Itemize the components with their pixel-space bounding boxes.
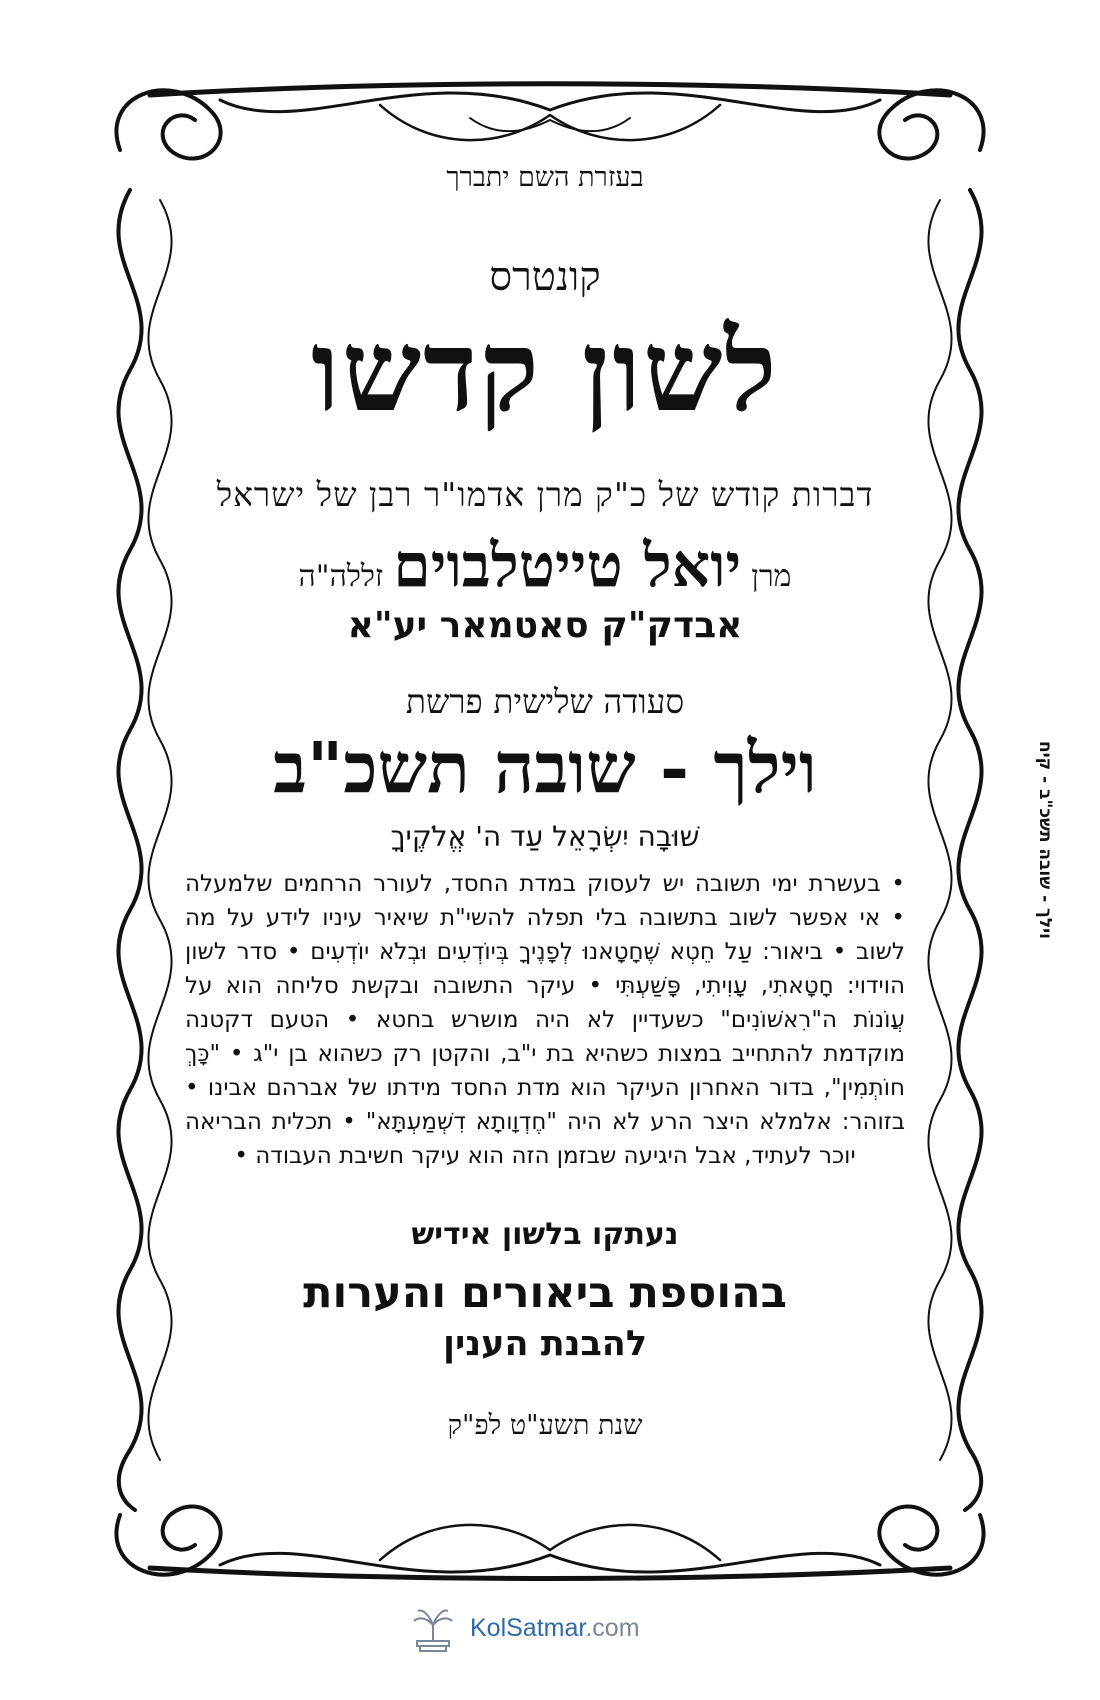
logo-brand: KolSatmar <box>470 1613 586 1642</box>
summary-block <box>185 867 905 1173</box>
logo-text <box>470 1614 640 1643</box>
palm-tree-books-icon <box>408 1603 458 1653</box>
summary-line: לשוב • ביאור: עַל חֵטְא שֶׁחָטָאנוּ לְפָנֶיךָ בְּיוֹדְעִים וּבְלֹא יוֹדְעִים • סדר לשון <box>185 938 905 965</box>
summary-line: הוידוי: חָטָאתִי, עָוִיתִי, פָּשַׁעְתִּי • עיקר התשובה ובקשת סליחה הוא על <box>185 972 905 999</box>
kuntres-label: קונטרס <box>489 254 601 300</box>
summary-line: • אי אפשר לשוב בתשובה בלי תפלה להשי"ת שיאיר עיניו לידע על מה <box>185 904 905 931</box>
kolsatmar-logo[interactable] <box>408 1600 688 1656</box>
additions-line: בהוספת ביאורים והערות <box>303 1267 787 1318</box>
summary-line: חוֹתְמִין", בדור האחרון העיקר הוא מדת החסד מידתו של אברהם אבינו • <box>185 1074 905 1101</box>
understanding-line: להבנת הענין <box>442 1323 648 1364</box>
author-line <box>175 531 915 601</box>
summary-line: יוכר לעתיד, אבל היגיעה שבזמן הזה הוא עיקר חשיבת העבודה • <box>234 1142 856 1169</box>
parsha-title: וילך - שובה תשכ"ב <box>273 725 817 809</box>
title-page-content <box>175 150 915 1490</box>
subtitle: דברות קודש של כ"ק מרן אדמו"ר רבן של ישראל <box>216 474 874 514</box>
summary-line: בזוהר: אלמלא היצר הרע לא היה "חֶדְוָותָא דִשְׁמַעְתָּא" • תכלית הבריאה <box>185 1108 905 1135</box>
logo-tld: .com <box>585 1613 640 1642</box>
author-name: יואל טייטלבוים <box>393 530 742 601</box>
publication-year: שנת תשע"ט לפ"ק <box>447 1409 643 1441</box>
blessing-line: בעזרת השם יתברך <box>446 162 644 193</box>
seuda-label: סעודה שלישית פרשת <box>405 681 685 721</box>
author-title: אבדק"ק סאטמאר יע"א <box>347 604 743 646</box>
verse-line: שׁוּבָה יִשְׂרָאֵל עַד ה' אֱלֹקֶיךָ <box>390 819 700 853</box>
summary-line: עֲוֹנוֹת ה"רִאשׁוֹנִים" כשעדיין לא היה מושרש בחטא • הטעם דקטנה <box>185 1006 905 1033</box>
main-title: לשון קדשו <box>311 306 779 437</box>
author-prefix: מרן <box>751 558 792 594</box>
summary-line: • בעשרת ימי תשובה יש לעסוק במדת החסד, לעורר הרחמים שלמעלה <box>185 870 905 897</box>
translated-line: נעתקו בלשון אידיש <box>411 1216 679 1252</box>
author-suffix: זללה"ה <box>298 558 384 594</box>
summary-line: מוקדמת להתחייב במצות כשהיא בת י"ב, והקטן רק כשהוא בן י"ג • "כָּךְ <box>185 1040 905 1067</box>
side-running-header: וילך - שובה תשכ"ב - קיח <box>1035 741 1055 939</box>
